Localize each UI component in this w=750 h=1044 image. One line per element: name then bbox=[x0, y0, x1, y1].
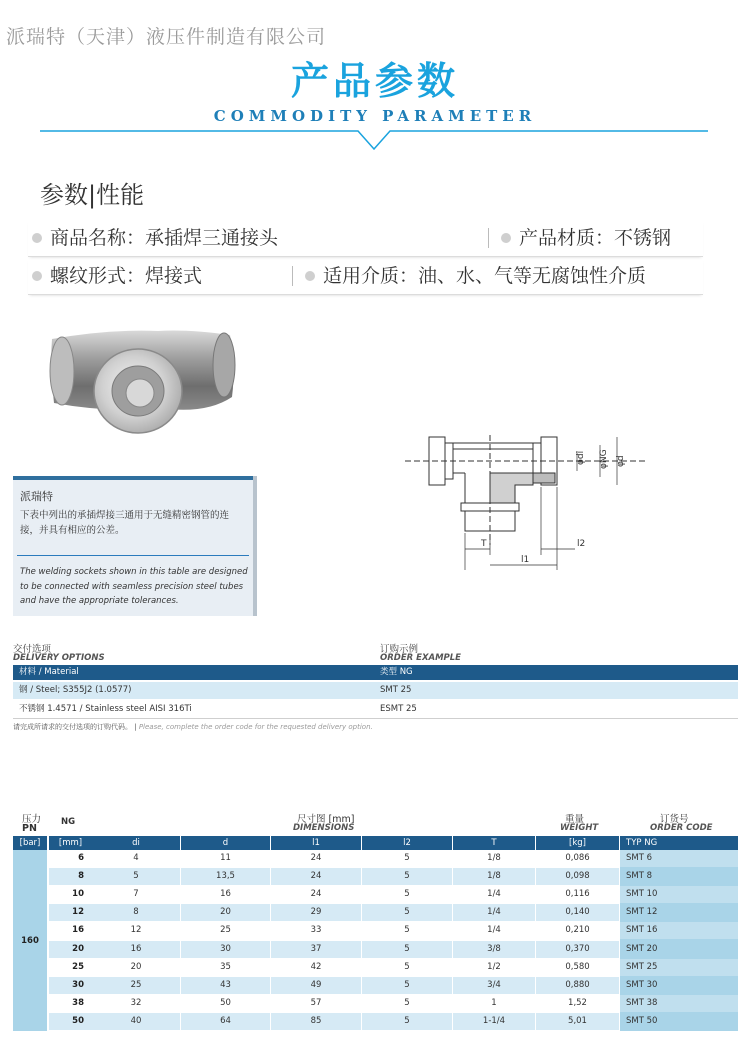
l1-cell: 29 bbox=[271, 904, 361, 921]
l2-label: l2 bbox=[577, 539, 586, 549]
order-example-steel: SMT 25 bbox=[374, 682, 738, 699]
ng-cell: 12 bbox=[49, 904, 92, 921]
l2-cell: 5 bbox=[362, 1013, 452, 1030]
di-cell: 12 bbox=[92, 922, 180, 939]
product-name-field: 商品名称：承插焊三通接头 bbox=[32, 220, 278, 256]
weight-cell: 0,140 bbox=[536, 904, 619, 921]
d-cell: 16 bbox=[181, 886, 270, 903]
table-row bbox=[49, 1013, 658, 1030]
options-bottom-rule bbox=[13, 718, 738, 719]
page-title: 产品参数 bbox=[290, 59, 459, 103]
ng-header: NG bbox=[61, 817, 76, 827]
table-row bbox=[49, 922, 658, 939]
di-cell: 16 bbox=[92, 941, 180, 958]
t-cell: 1/4 bbox=[453, 904, 535, 921]
info-brand: 派瑞特 bbox=[20, 490, 53, 503]
l2-cell: 5 bbox=[362, 868, 452, 885]
info-text-cn: 下表中列出的承插焊接三通用于无缝精密钢管的连接，并具有相应的公差。 bbox=[20, 510, 230, 536]
weight-cell: 0,086 bbox=[536, 850, 619, 867]
table-row bbox=[49, 959, 658, 976]
di-cell: 40 bbox=[92, 1013, 180, 1030]
pressure-value: 160 bbox=[21, 936, 39, 946]
t-cell: 3/8 bbox=[453, 941, 535, 958]
d-cell: 25 bbox=[181, 922, 270, 939]
t-label: T bbox=[481, 539, 487, 549]
delivery-options-title-en: DELIVERY OPTIONS bbox=[13, 653, 105, 663]
order-code-cell: SMT 20 bbox=[620, 941, 738, 958]
delivery-options-title: 交付选项 bbox=[13, 644, 52, 655]
t-cell: 3/4 bbox=[453, 977, 535, 994]
unit-bar: [bar] bbox=[13, 836, 47, 850]
d-cell: 35 bbox=[181, 959, 270, 976]
t-cell: 1 bbox=[453, 995, 535, 1012]
table-row bbox=[49, 886, 658, 903]
l1-cell: 42 bbox=[271, 959, 361, 976]
info-top-bar bbox=[13, 476, 253, 480]
dimensions-header: 尺寸图 [mm] bbox=[297, 814, 355, 825]
d-cell: 64 bbox=[181, 1013, 270, 1030]
ng-cell: 10 bbox=[49, 886, 92, 903]
di-cell: 7 bbox=[92, 886, 180, 903]
dimensions-header-en: DIMENSIONS bbox=[293, 823, 355, 833]
order-code-cell: SMT 8 bbox=[620, 868, 738, 885]
col-d: d bbox=[181, 836, 270, 850]
order-example-stainless: ESMT 25 bbox=[374, 701, 738, 718]
unit-mm: [mm] bbox=[49, 836, 92, 850]
order-example-title-en: ORDER EXAMPLE bbox=[380, 653, 461, 663]
l2-cell: 5 bbox=[362, 922, 452, 939]
d-cell: 11 bbox=[181, 850, 270, 867]
ng-cell: 30 bbox=[49, 977, 92, 994]
l1-cell: 85 bbox=[271, 1013, 361, 1030]
l1-cell: 24 bbox=[271, 886, 361, 903]
order-code-cell: SMT 25 bbox=[620, 959, 738, 976]
weight-cell: 0,116 bbox=[536, 886, 619, 903]
t-cell: 1/8 bbox=[453, 850, 535, 867]
d-cell: 20 bbox=[181, 904, 270, 921]
l1-cell: 37 bbox=[271, 941, 361, 958]
info-divider bbox=[17, 555, 249, 556]
technical-drawing bbox=[405, 425, 655, 585]
t-cell: 1/4 bbox=[453, 886, 535, 903]
l2-cell: 5 bbox=[362, 977, 452, 994]
weight-cell: 1,52 bbox=[536, 995, 619, 1012]
weight-cell: 5,01 bbox=[536, 1013, 619, 1030]
title-divider bbox=[0, 125, 750, 155]
section-title: 参数|性能 bbox=[40, 181, 145, 209]
l2-cell: 5 bbox=[362, 886, 452, 903]
page-subtitle: COMMODITY PARAMETER bbox=[213, 107, 537, 125]
column-divider bbox=[292, 266, 293, 286]
order-code-cell: SMT 10 bbox=[620, 886, 738, 903]
t-cell: 1/8 bbox=[453, 868, 535, 885]
col-l1: l1 bbox=[271, 836, 361, 850]
col-l2: l2 bbox=[362, 836, 452, 850]
d-cell: 30 bbox=[181, 941, 270, 958]
material-option-stainless: 不锈钢 1.4571 / Stainless steel AISI 316Ti bbox=[13, 701, 374, 718]
col-t: T bbox=[453, 836, 535, 850]
ng-cell: 25 bbox=[49, 959, 92, 976]
d-cell: 50 bbox=[181, 995, 270, 1012]
order-code-header-en: ORDER CODE bbox=[650, 823, 713, 833]
t-cell: 1-1/4 bbox=[453, 1013, 535, 1030]
weight-cell: 0,098 bbox=[536, 868, 619, 885]
l2-cell: 5 bbox=[362, 995, 452, 1012]
bullet-icon bbox=[32, 233, 42, 243]
ng-cell: 16 bbox=[49, 922, 92, 939]
col-typ-ng: TYP NG bbox=[620, 836, 738, 850]
weight-header-en: WEIGHT bbox=[560, 823, 599, 833]
ng-cell: 50 bbox=[49, 1013, 92, 1030]
bullet-icon bbox=[305, 271, 315, 281]
pressure-header: 压力 bbox=[22, 814, 42, 825]
l1-label: l1 bbox=[521, 555, 530, 565]
di-cell: 5 bbox=[92, 868, 180, 885]
info-text-en: The welding sockets shown in this table are designed to be connected with seamless precision steel tubes and have the appropriate tolerances. bbox=[20, 567, 248, 606]
di-cell: 32 bbox=[92, 995, 180, 1012]
medium-field: 适用介质：油、水、气等无腐蚀性介质 bbox=[305, 258, 646, 294]
di-cell: 4 bbox=[92, 850, 180, 867]
table-row bbox=[49, 868, 653, 885]
ng-label: φNG bbox=[599, 449, 609, 469]
column-divider bbox=[488, 228, 489, 248]
weight-cell: 0,370 bbox=[536, 941, 619, 958]
order-code-cell: SMT 6 bbox=[620, 850, 738, 867]
l1-cell: 24 bbox=[271, 868, 361, 885]
property-row-1 bbox=[28, 220, 703, 257]
order-code-cell: SMT 30 bbox=[620, 977, 738, 994]
table-row bbox=[49, 904, 658, 921]
weight-cell: 0,580 bbox=[536, 959, 619, 976]
l1-cell: 24 bbox=[271, 850, 361, 867]
bullet-icon bbox=[32, 271, 42, 281]
order-code-header: 订货号 bbox=[660, 814, 689, 825]
col-di: di bbox=[92, 836, 180, 850]
bullet-icon bbox=[501, 233, 511, 243]
product-photo bbox=[48, 325, 248, 435]
di-label: φdi bbox=[576, 450, 586, 465]
order-code-cell: SMT 12 bbox=[620, 904, 738, 921]
thread-form-field: 螺纹形式：焊接式 bbox=[32, 258, 202, 294]
material-option-steel: 钢 / Steel; S355J2 (1.0577) bbox=[13, 682, 374, 699]
weight-cell: 0,880 bbox=[536, 977, 619, 994]
ng-cell: 6 bbox=[49, 850, 92, 867]
table-row bbox=[49, 941, 658, 958]
type-header: 类型 NG bbox=[374, 665, 738, 680]
d-cell: 43 bbox=[181, 977, 270, 994]
weight-cell: 0,210 bbox=[536, 922, 619, 939]
property-row-2 bbox=[28, 258, 703, 295]
di-cell: 8 bbox=[92, 904, 180, 921]
l1-cell: 49 bbox=[271, 977, 361, 994]
info-box bbox=[13, 476, 257, 616]
ng-cell: 38 bbox=[49, 995, 92, 1012]
col-kg: [kg] bbox=[536, 836, 619, 850]
ng-cell: 8 bbox=[49, 868, 92, 885]
order-example-title: 订购示例 bbox=[380, 644, 419, 655]
t-cell: 1/4 bbox=[453, 922, 535, 939]
t-cell: 1/2 bbox=[453, 959, 535, 976]
table-row bbox=[49, 850, 653, 867]
l1-cell: 33 bbox=[271, 922, 361, 939]
di-cell: 20 bbox=[92, 959, 180, 976]
table-row bbox=[49, 977, 658, 994]
di-cell: 25 bbox=[92, 977, 180, 994]
l2-cell: 5 bbox=[362, 941, 452, 958]
pressure-header-en: PN bbox=[22, 823, 37, 834]
d-label: φd bbox=[616, 455, 626, 467]
l2-cell: 5 bbox=[362, 959, 452, 976]
l2-cell: 5 bbox=[362, 850, 452, 867]
weight-header: 重量 bbox=[565, 814, 585, 825]
table-row bbox=[49, 995, 658, 1012]
order-code-cell: SMT 50 bbox=[620, 1013, 738, 1030]
order-note: 请完成所请求的交付选项的订购代码。 | Please, complete the order code for the requested delivery option. bbox=[13, 723, 373, 731]
d-cell: 13,5 bbox=[181, 868, 270, 885]
ng-cell: 20 bbox=[49, 941, 92, 958]
order-code-cell: SMT 16 bbox=[620, 922, 738, 939]
material-field: 产品材质：不锈钢 bbox=[501, 220, 671, 256]
company-name: 派瑞特（天津）液压件制造有限公司 bbox=[6, 26, 327, 48]
material-header: 材料 / Material bbox=[13, 665, 374, 680]
order-code-cell: SMT 38 bbox=[620, 995, 738, 1012]
l2-cell: 5 bbox=[362, 904, 452, 921]
l1-cell: 57 bbox=[271, 995, 361, 1012]
